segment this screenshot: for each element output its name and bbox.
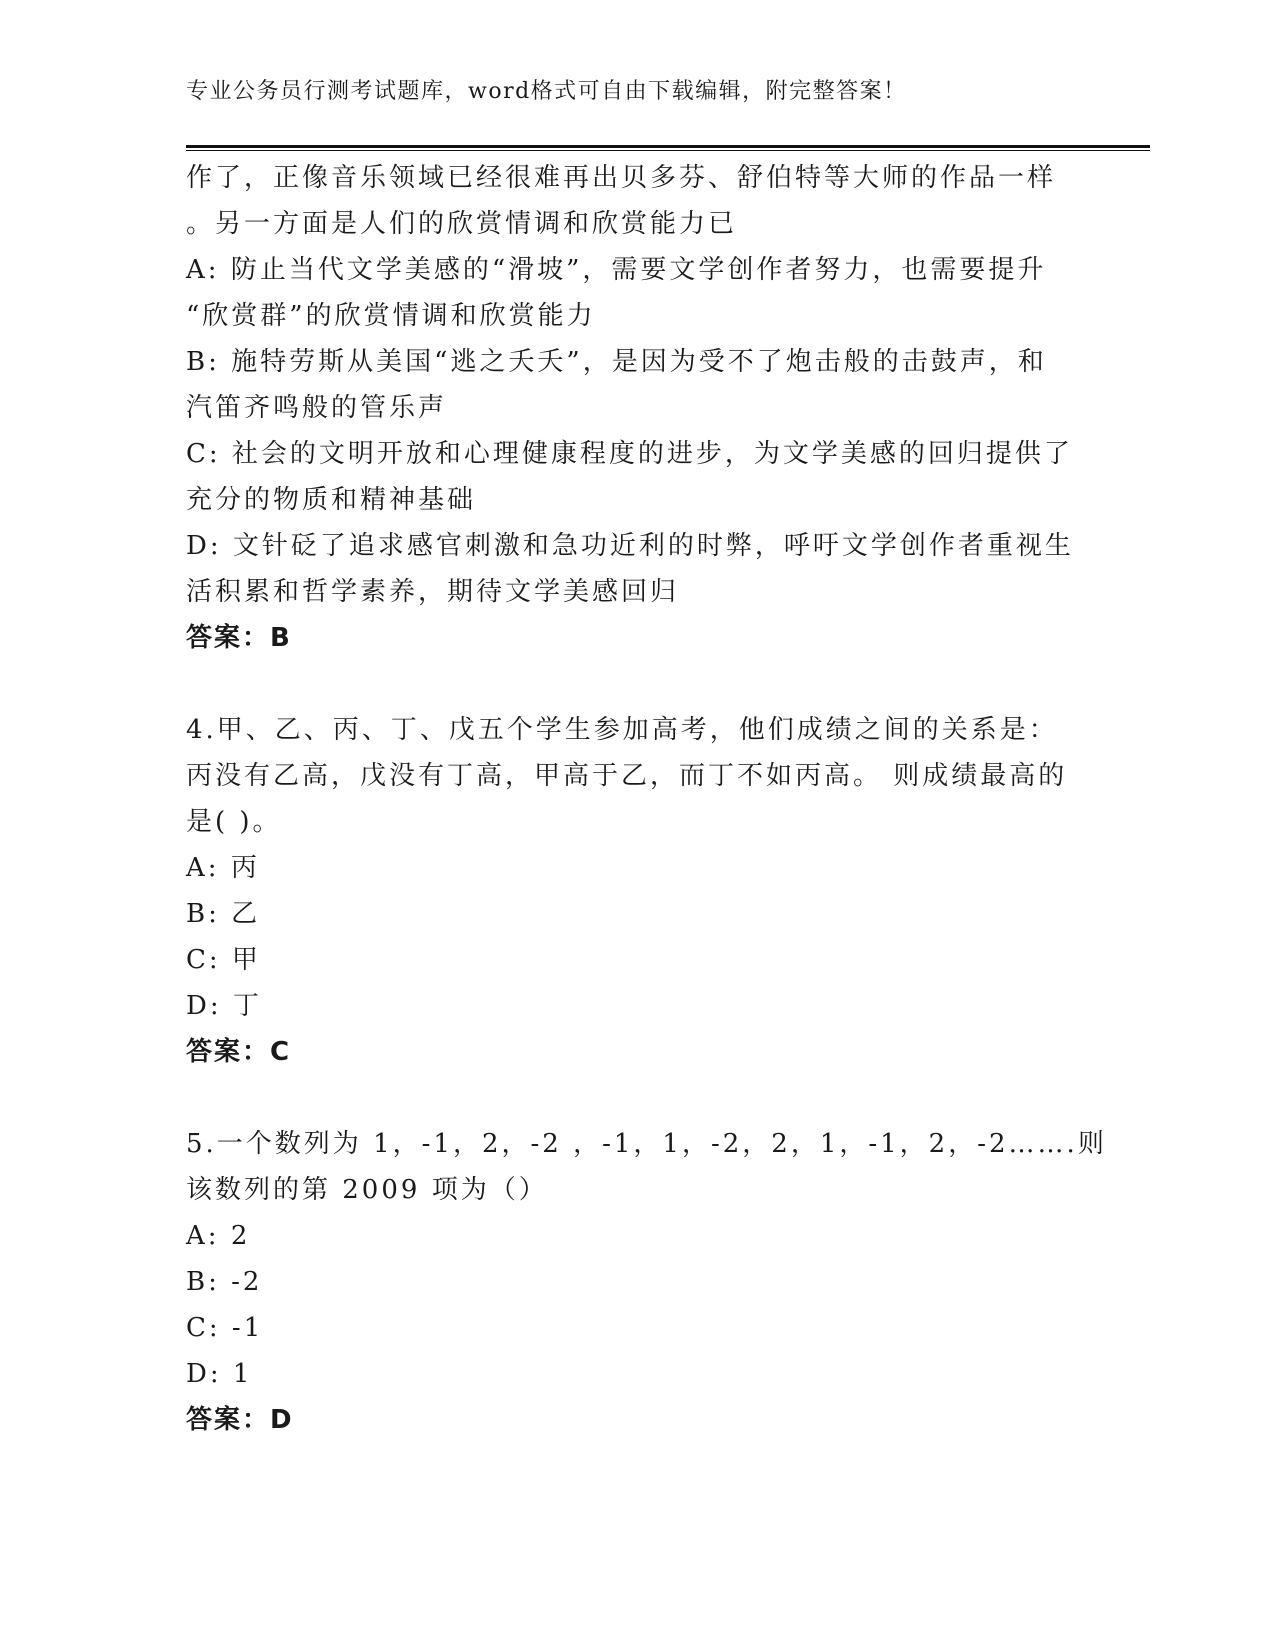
option-letter: C: <box>186 945 221 975</box>
option-text: -2 <box>231 1267 263 1297</box>
header-divider <box>186 145 1150 151</box>
option-letter: B: <box>186 1267 220 1297</box>
question-spacer <box>186 661 1086 707</box>
option-line <box>186 431 1086 477</box>
option-letter: D: <box>186 991 222 1021</box>
question-stem-line: 该数列的第 2009 项为（） <box>186 1175 548 1205</box>
question-3 <box>186 155 1086 661</box>
option-letter: B: <box>186 899 220 929</box>
option-text: 文针砭了追求感官刺激和急功近利的时弊，呼吁文学创作者重视生 <box>232 531 1074 561</box>
option-letter: D: <box>186 531 222 561</box>
question-4 <box>186 707 1086 1075</box>
option-letter: D: <box>186 1359 222 1389</box>
passage-line: 。另一方面是人们的欣赏情调和欣赏能力已 <box>186 209 738 239</box>
option-line: 活积累和哲学素养，期待文学美感回归 <box>186 577 680 607</box>
option-text: 丙 <box>230 853 260 883</box>
question-stem-line: 是( )。 <box>186 807 282 837</box>
option-d <box>186 1351 1086 1397</box>
question-spacer <box>186 1075 1086 1121</box>
option-line: “欣赏群”的欣赏情调和欣赏能力 <box>186 301 596 331</box>
option-letter: C: <box>186 439 221 469</box>
option-line <box>186 523 1086 569</box>
option-text: 1 <box>232 1359 253 1389</box>
question-5 <box>186 1121 1107 1443</box>
option-line <box>186 339 1086 385</box>
question-stem-line: 5.一个数列为 1，-1，2，-2 ，-1，1，-2，2，1，-1，2，-2…….则 <box>186 1129 1107 1159</box>
option-c <box>186 431 1086 523</box>
page-header-text: 专业公务员行测考试题库，word格式可自由下载编辑，附完整答案！ <box>186 79 907 104</box>
option-line: 汽笛齐鸣般的管乐声 <box>186 393 448 423</box>
option-b <box>186 1259 1086 1305</box>
answer-label: 答案：B <box>186 623 292 653</box>
option-letter: A: <box>186 255 220 285</box>
option-letter: B: <box>186 347 220 377</box>
option-letter: A: <box>186 853 220 883</box>
option-text: 2 <box>230 1221 251 1251</box>
option-text: 丁 <box>232 991 262 1021</box>
option-b <box>186 339 1086 431</box>
answer-label: 答案：D <box>186 1405 294 1435</box>
option-text: 乙 <box>231 899 261 929</box>
option-b <box>186 891 1086 937</box>
option-text: 施特劳斯从美国“逃之夭夭”，是因为受不了炮击般的击鼓声，和 <box>231 347 1047 377</box>
passage-line: 作了，正像音乐领域已经很难再出贝多芬、舒伯特等大师的作品一样 <box>186 163 1057 193</box>
question-stem-line: 丙没有乙高，戊没有丁高，甲高于乙，而丁不如丙高。 则成绩最高的 <box>186 761 1068 791</box>
option-text: 社会的文明开放和心理健康程度的进步，为文学美感的回归提供了 <box>231 439 1073 469</box>
option-line: 充分的物质和精神基础 <box>186 485 477 515</box>
option-text: 甲 <box>231 945 261 975</box>
option-d <box>186 983 1086 1029</box>
option-c <box>186 1305 1086 1351</box>
document-body <box>186 155 1107 1443</box>
option-d <box>186 523 1086 615</box>
option-c <box>186 937 1086 983</box>
question-stem-line: 4.甲、乙、丙、丁、戊五个学生参加高考，他们成绩之间的关系是： <box>186 715 1058 745</box>
option-letter: A: <box>186 1221 220 1251</box>
option-text: -1 <box>231 1313 264 1343</box>
option-text: 防止当代文学美感的“滑坡”，需要文学创作者努力，也需要提升 <box>230 255 1047 285</box>
answer-label: 答案：C <box>186 1037 292 1067</box>
option-a <box>186 247 1086 339</box>
option-line <box>186 247 1086 293</box>
option-a <box>186 1213 1086 1259</box>
option-a <box>186 845 1086 891</box>
option-letter: C: <box>186 1313 221 1343</box>
